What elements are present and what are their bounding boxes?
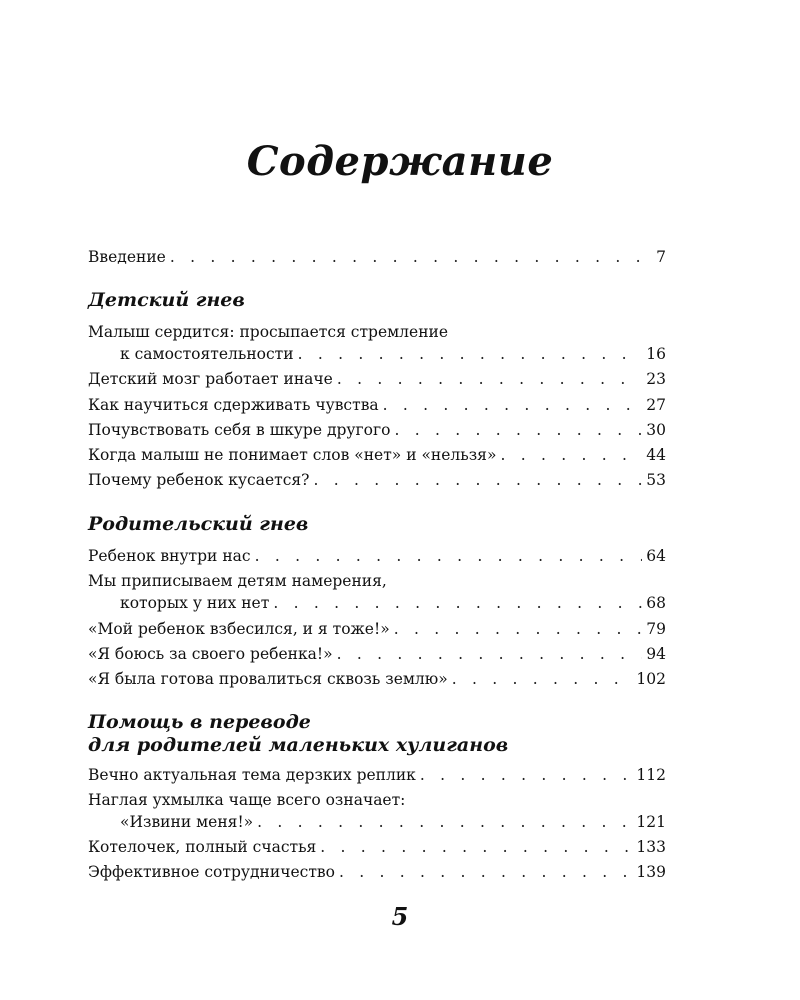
toc-entry-title: к самостоятельности bbox=[120, 345, 294, 363]
dot-leader bbox=[255, 545, 643, 567]
dot-leader bbox=[383, 394, 643, 416]
toc-entry-title-line1: Малыш сердится: просыпается стремление bbox=[88, 323, 449, 341]
toc-entry-title-line1: Мы приписываем детям намерения, bbox=[88, 572, 387, 590]
toc-entry-page: 30 bbox=[646, 421, 666, 439]
toc-entry-title: Детский мозг работает иначе bbox=[88, 370, 333, 388]
dot-leader bbox=[339, 861, 632, 883]
toc-entry-title: «Я боюсь за своего ребенка!» bbox=[88, 645, 333, 663]
toc-entry[interactable] bbox=[88, 789, 666, 833]
toc-entry-title: Когда малыш не понимает слов «нет» и «нельзя» bbox=[88, 446, 497, 464]
toc-entry-title: «Извини меня!» bbox=[120, 813, 254, 831]
toc-entry-page: 79 bbox=[646, 620, 666, 638]
toc-entry[interactable] bbox=[88, 618, 666, 640]
section-heading: Помощь в переводе bbox=[88, 711, 311, 733]
toc-entry-page: 121 bbox=[636, 813, 666, 831]
dot-leader bbox=[500, 444, 642, 466]
toc-entry-title: Ребенок внутри нас bbox=[88, 547, 251, 565]
toc-entry[interactable] bbox=[88, 643, 666, 665]
toc-entry[interactable] bbox=[88, 469, 666, 491]
toc-entry-page: 102 bbox=[636, 670, 666, 688]
dot-leader bbox=[298, 343, 643, 365]
toc-entry-page: 64 bbox=[646, 547, 666, 565]
section-heading-line2: для родителей маленьких хулиганов bbox=[88, 734, 509, 756]
toc-entry-title: Как научиться сдерживать чувства bbox=[88, 396, 379, 414]
dot-leader bbox=[320, 836, 632, 858]
toc-entry[interactable] bbox=[88, 444, 666, 466]
toc-entry-title: Вечно актуальная тема дерзких реплик bbox=[88, 766, 416, 784]
toc-entry-page: 27 bbox=[646, 396, 666, 414]
dot-leader bbox=[273, 592, 642, 614]
dot-leader bbox=[420, 764, 633, 786]
page-number: 5 bbox=[391, 902, 409, 931]
toc-entry-page: 94 bbox=[646, 645, 666, 663]
toc-entry-page: 23 bbox=[646, 370, 666, 388]
toc-entry-page: 112 bbox=[636, 766, 666, 784]
dot-leader bbox=[337, 643, 643, 665]
toc-entry[interactable] bbox=[88, 545, 666, 567]
toc-entry[interactable] bbox=[88, 321, 666, 365]
toc-entry-page: 16 bbox=[646, 345, 666, 363]
toc-entry[interactable] bbox=[88, 668, 666, 690]
dot-leader bbox=[170, 246, 652, 268]
toc-entry-intro[interactable] bbox=[88, 246, 666, 268]
toc-entry-page: 44 bbox=[646, 446, 666, 464]
toc-entry-title: Эффективное сотрудничество bbox=[88, 863, 335, 881]
toc-entry[interactable] bbox=[88, 394, 666, 416]
dot-leader bbox=[337, 368, 642, 390]
toc-entry-title: которых у них нет bbox=[120, 594, 270, 612]
toc-entry-title: Почувствовать себя в шкуре другого bbox=[88, 421, 391, 439]
section-heading: Родительский гнев bbox=[88, 513, 309, 535]
toc-entry-title: Почему ребенок кусается? bbox=[88, 471, 310, 489]
toc-entry-page: 139 bbox=[636, 863, 666, 881]
toc-entry[interactable] bbox=[88, 419, 666, 441]
toc-entry-title: Котелочек, полный счастья bbox=[88, 838, 317, 856]
section-heading: Детский гнев bbox=[88, 289, 245, 311]
dot-leader bbox=[452, 668, 633, 690]
dot-leader bbox=[394, 419, 642, 441]
toc-entry[interactable] bbox=[88, 570, 666, 614]
toc-entry[interactable] bbox=[88, 836, 666, 858]
toc-entry-title: «Я была готова провалиться сквозь землю» bbox=[88, 670, 448, 688]
toc-entry[interactable] bbox=[88, 764, 666, 786]
toc-entry-title-line1: Наглая ухмылка чаще всего означает: bbox=[88, 791, 406, 809]
toc-entry-page: 133 bbox=[636, 838, 666, 856]
dot-leader bbox=[314, 469, 643, 491]
toc-entry-title: Введение bbox=[88, 248, 166, 266]
toc-entry-title: «Мой ребенок взбесился, и я тоже!» bbox=[88, 620, 390, 638]
toc-entry-page: 53 bbox=[646, 471, 666, 489]
toc-entry-page: 7 bbox=[656, 248, 666, 266]
dot-leader bbox=[257, 811, 632, 833]
dot-leader bbox=[394, 618, 643, 640]
page-title: Содержание bbox=[246, 138, 554, 185]
toc-entry[interactable] bbox=[88, 861, 666, 883]
toc-entry-page: 68 bbox=[646, 594, 666, 612]
toc-entry[interactable] bbox=[88, 368, 666, 390]
